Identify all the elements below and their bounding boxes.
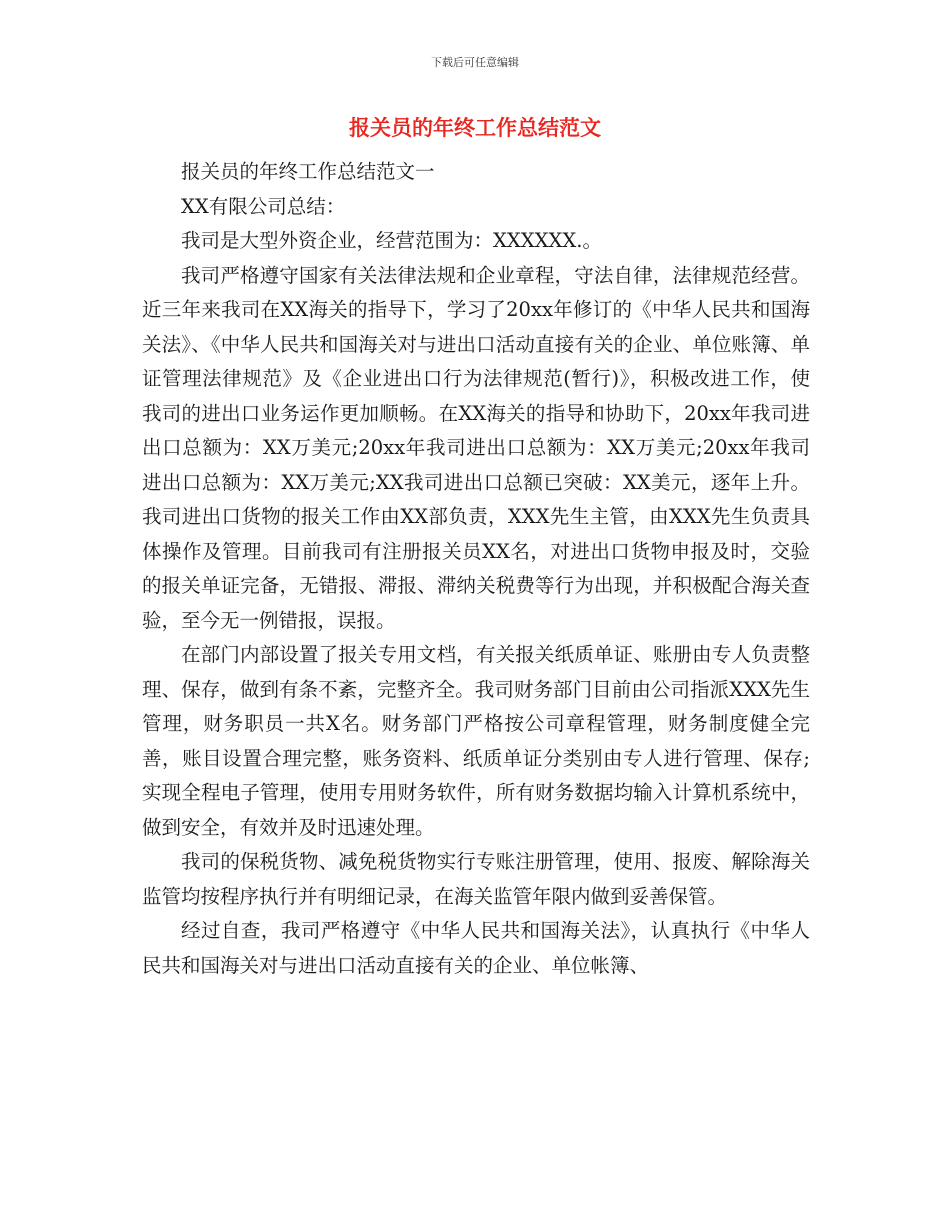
document-body (142, 155, 810, 983)
header-note: 下载后可任意编辑 (431, 56, 519, 69)
page-title: 报关员的年终工作总结范文 (349, 116, 601, 140)
paragraph-bonded-goods: 我司的保税货物、减免税货物实行专账注册管理，使用、报废、解除海关监管均按程序执行并有明细记录，在海关监管年限内做到妥善保管。 (142, 850, 810, 908)
paragraph-records: 在部门内部设置了报关专用文档，有关报关纸质单证、账册由专人负责整理、保存，做到有条不紊，完整齐全。我司财务部门目前由公司指派XXX先生管理，财务职员一共X名。财务部门严格按公司章程管理，财务制度健全完善，账目设置合理完整，账务资料、纸质单证分类别由专人进行管理、保存;实现全程电子管理，使用专用财务软件，所有财务数据均输入计算机系统中，做到安全，有效并及时迅速处理。 (142, 643, 810, 839)
paragraph-compliance: 我司严格遵守国家有关法律法规和企业章程，守法自律，法律规范经营。近三年来我司在XX海关的指导下，学习了20xx年修订的《中华人民共和国海关法》、《中华人民共和国海关对与进出口活动直接有关的企业、单位账簿、单证管理法律规范》及《企业进出口行为法律规范(暂行)》，积极改进工作，使我司的进出口业务运作更加顺畅。在XX海关的指导和协助下，20xx年我司进出口总额为：XX万美元;20xx年我司进出口总额为：XX万美元;20xx年我司进出口总额为：XX万美元;XX我司进出口总额已突破：XX美元，逐年上升。我司进出口货物的报关工作由XX部负责，XXX先生主管，由XXX先生负责具体操作及管理。目前我司有注册报关员XX名，对进出口货物申报及时，交验的报关单证完备，无错报、滞报、滞纳关税费等行为出现，并积极配合海关查验，至今无一例错报，误报。 (142, 263, 810, 632)
paragraph-company: XX有限公司总结： (181, 194, 346, 218)
paragraph-heading: 报关员的年终工作总结范文一 (181, 160, 435, 183)
paragraph-scope: 我司是大型外资企业，经营范围为：XXXXXX.。 (181, 229, 602, 252)
paragraph-self-check: 经过自查，我司严格遵守《中华人民共和国海关法》，认真执行《中华人民共和国海关对与进出口活动直接有关的企业、单位帐簿、 (142, 919, 810, 977)
